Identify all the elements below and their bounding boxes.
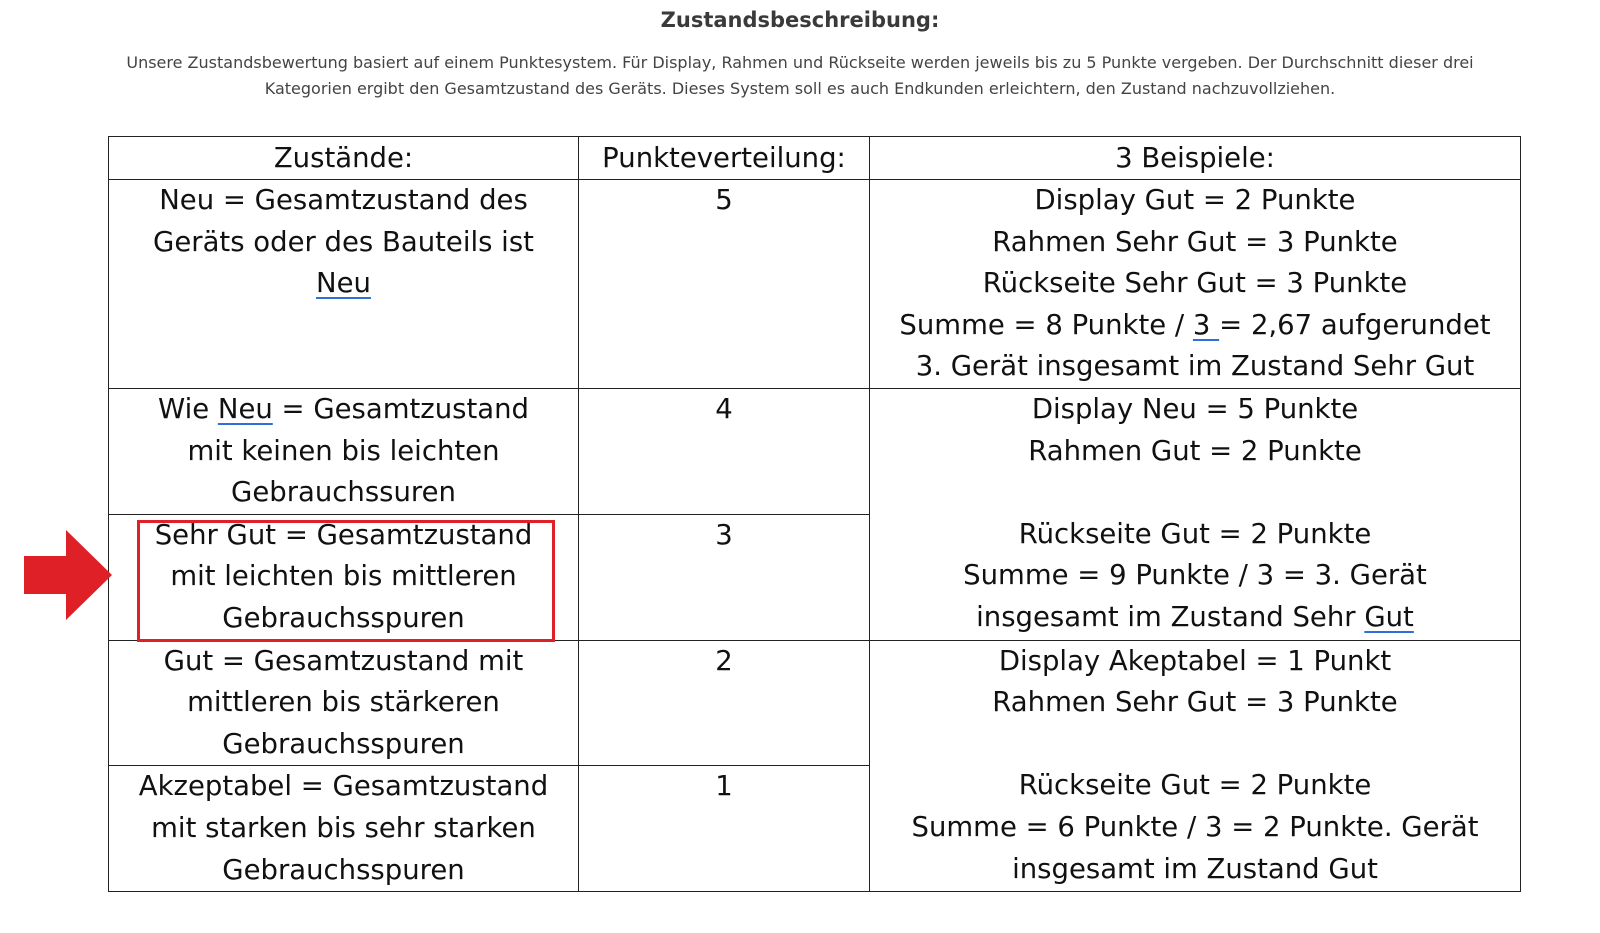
- state-text: mit starken bis sehr starken: [151, 811, 536, 844]
- state-text: Geräts oder des Bauteils ist: [153, 225, 534, 258]
- example-line: Rahmen Sehr Gut = 3 Punkte: [992, 225, 1398, 258]
- example-line: Summe = 6 Punkte / 3 = 2 Punkte. Gerät: [911, 810, 1479, 843]
- state-text: Gut = Gesamtzustand mit: [163, 644, 524, 677]
- example-line: Rahmen Gut = 2 Punkte: [1028, 434, 1362, 467]
- state-text: Akzeptabel = Gesamtzustand: [138, 770, 549, 803]
- example-cell-1: [870, 180, 1521, 389]
- state-cell-akzeptabel: [109, 766, 579, 892]
- example-text-underlined: Gut: [1364, 600, 1414, 633]
- state-text: Gebrauchsspuren: [222, 601, 465, 634]
- intro-line-2: Kategorien ergibt den Gesamtzustand des Geräts. Dieses System soll es auch Endkunden erleichtern, den Zustand nachzuvollziehen.: [264, 79, 1336, 98]
- header-zustaende: Zustände:: [109, 137, 579, 180]
- example-line: Rückseite Sehr Gut = 3 Punkte: [982, 267, 1408, 300]
- state-text-underlined: Neu: [217, 392, 273, 425]
- example-text: insgesamt im Zustand Sehr: [976, 600, 1365, 633]
- example-blank-line: [874, 724, 1516, 766]
- example-line: 3. Gerät insgesamt im Zustand Sehr Gut: [915, 350, 1475, 383]
- table-row-wie-neu: [109, 388, 1521, 514]
- right-arrow-icon: [24, 530, 114, 620]
- state-text-wrapper: [113, 263, 574, 305]
- arrow-shape: [24, 530, 112, 620]
- example-line: Rückseite Gut = 2 Punkte: [1018, 769, 1372, 802]
- header-beispiele: 3 Beispiele:: [870, 137, 1521, 180]
- points-cell-akzeptabel: 1: [579, 766, 870, 892]
- points-cell-wie-neu: 4: [579, 388, 870, 514]
- state-text: mittleren bis stärkeren: [187, 686, 500, 719]
- example-line-final: [874, 597, 1516, 639]
- state-text: Gebrauchssuren: [231, 476, 456, 509]
- example-blank-line: [874, 472, 1516, 514]
- points-cell-neu: 5: [579, 180, 870, 389]
- state-text: Gebrauchsspuren: [222, 727, 465, 760]
- state-cell-wie-neu: [109, 388, 579, 514]
- state-text: mit keinen bis leichten: [187, 434, 500, 467]
- example-line-sum: [874, 305, 1516, 347]
- example-text: = 2,67 aufgerundet: [1219, 308, 1491, 341]
- state-text: Wie: [157, 392, 218, 425]
- state-text: mit leichten bis mittleren: [170, 560, 517, 593]
- state-cell-sehr-gut: [109, 514, 579, 640]
- example-line: Summe = 9 Punkte / 3 = 3. Gerät: [963, 559, 1427, 592]
- example-line: insgesamt im Zustand Gut: [1012, 852, 1378, 885]
- section-heading: Zustandsbeschreibung:: [660, 8, 940, 32]
- points-cell-sehr-gut: 3: [579, 514, 870, 640]
- state-text-neu-underlined: Neu: [316, 267, 371, 300]
- example-text: Summe = 8 Punkte /: [899, 308, 1193, 341]
- example-text-underlined: 3: [1192, 308, 1220, 341]
- example-line: Display Gut = 2 Punkte: [1034, 184, 1356, 216]
- table-row-neu: [109, 180, 1521, 389]
- table-header-row: [109, 137, 1521, 180]
- example-line: Display Akeptabel = 1 Punkt: [998, 644, 1392, 677]
- state-text: = Gesamtzustand: [272, 392, 530, 425]
- table-row-gut: [109, 640, 1521, 766]
- intro-paragraph: [90, 50, 1510, 102]
- example-line: Display Neu = 5 Punkte: [1031, 392, 1359, 425]
- example-cell-3: [870, 640, 1521, 892]
- state-cell-neu: [109, 180, 579, 389]
- intro-line-1: Unsere Zustandsbewertung basiert auf einem Punktesystem. Für Display, Rahmen und Rückseite werden jeweils bis zu 5 Punkte vergeben. Der Durchschnitt dieser drei: [126, 53, 1474, 72]
- state-text: Sehr Gut = Gesamtzustand: [154, 518, 533, 551]
- header-punkteverteilung: Punkteverteilung:: [579, 137, 870, 180]
- state-text: Gebrauchsspuren: [222, 853, 465, 886]
- points-cell-gut: 2: [579, 640, 870, 766]
- state-text: Neu = Gesamtzustand des: [159, 184, 528, 216]
- condition-table: [108, 136, 1521, 892]
- state-cell-gut: [109, 640, 579, 766]
- example-line: Rückseite Gut = 2 Punkte: [1018, 517, 1372, 550]
- state-text-line: [113, 389, 574, 431]
- example-cell-2: [870, 388, 1521, 640]
- example-line: Rahmen Sehr Gut = 3 Punkte: [992, 686, 1398, 719]
